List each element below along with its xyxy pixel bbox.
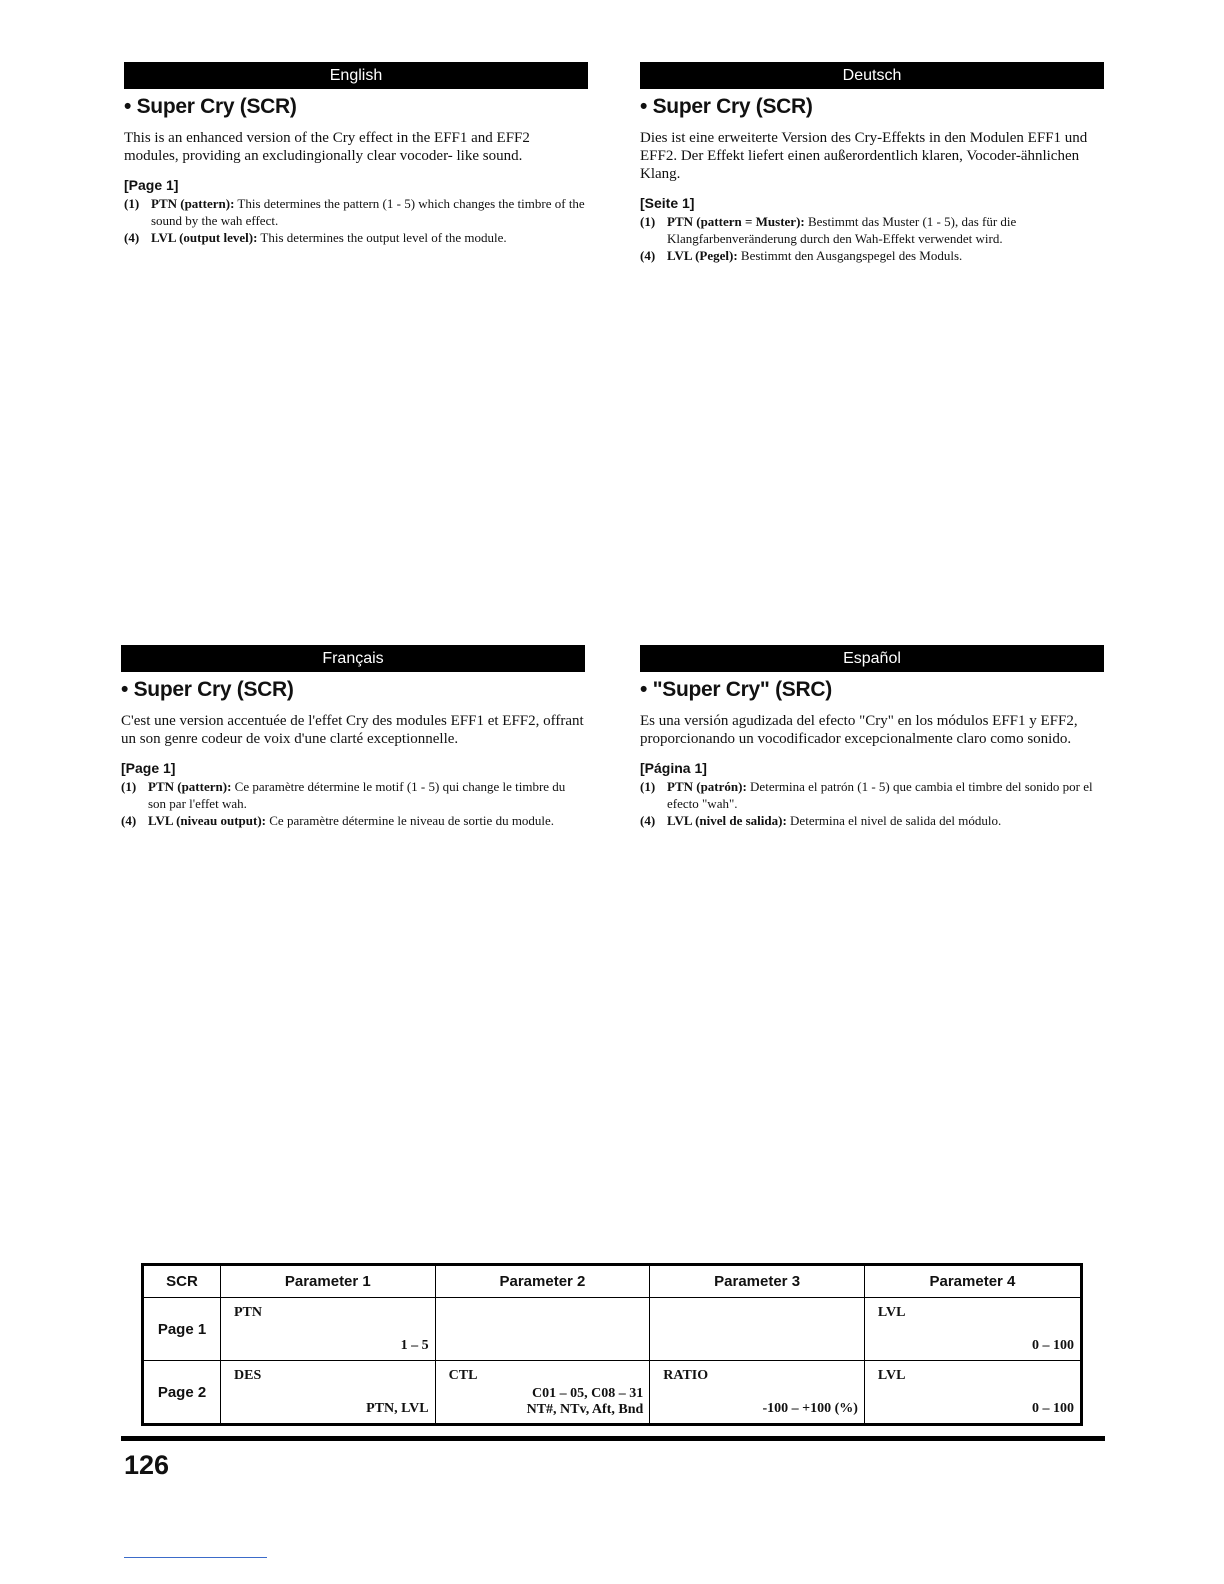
param-number: (4) bbox=[640, 248, 656, 263]
table-cell bbox=[864, 1361, 1081, 1425]
table-cell bbox=[650, 1361, 865, 1425]
section-intro: Dies ist eine erweiterte Version des Cry-Effekts in den Modulen EFF1 und EFF2. Der Effekt liefert einen außerordentlich klaren, Vocoder-ähnlichen Klang. bbox=[640, 130, 1088, 182]
param-desc: Ce paramètre détermine le motif (1 - 5) qui change le timbre du son par l'effet wah. bbox=[148, 779, 566, 811]
section-intro: Es una versión agudizada del efecto "Cry" en los módulos EFF1 y EFF2, proporcionando un vocodificador excepcionalmente claro como sonido. bbox=[640, 713, 1078, 747]
param-cell-name: PTN bbox=[234, 1305, 262, 1320]
param-item bbox=[124, 195, 588, 229]
param-cell-name: DES bbox=[234, 1368, 262, 1383]
section-deutsch bbox=[640, 62, 1104, 264]
param-list bbox=[121, 778, 585, 829]
param-cell-range: 1 – 5 bbox=[400, 1338, 429, 1353]
param-item bbox=[640, 213, 1104, 247]
section-heading: • Super Cry (SCR) bbox=[640, 95, 813, 118]
param-number: (1) bbox=[124, 196, 140, 211]
param-number: (1) bbox=[640, 214, 656, 229]
param-cell-name: LVL bbox=[877, 1368, 906, 1383]
param-item bbox=[640, 247, 1104, 264]
param-cell-name: CTL bbox=[448, 1368, 478, 1383]
page-number: 126 bbox=[124, 1450, 170, 1480]
section-heading: • Super Cry (SCR) bbox=[124, 95, 297, 118]
param-cell-range: NT#, NTv, Aft, Bnd bbox=[526, 1402, 644, 1417]
param-number: (4) bbox=[640, 813, 656, 828]
param-name: LVL (Pegel): bbox=[667, 248, 738, 263]
param-name: LVL (output level): bbox=[151, 230, 258, 245]
table-cell bbox=[650, 1298, 865, 1361]
param-cell-name: LVL bbox=[877, 1305, 906, 1320]
param-desc: Bestimmt den Ausgangspegel des Moduls. bbox=[737, 248, 963, 263]
section-intro: C'est une version accentuée de l'effet Cry des modules EFF1 et EFF2, offrant un son genre codeur de voix d'une clarté exceptionnelle. bbox=[121, 713, 584, 747]
language-bar: Français bbox=[121, 645, 585, 672]
param-cell-range: 0 – 100 bbox=[1032, 1338, 1074, 1353]
param-list bbox=[640, 213, 1104, 264]
table-cell bbox=[864, 1298, 1081, 1361]
param-cell-range: -100 – +100 (%) bbox=[762, 1401, 858, 1416]
language-bar: Español bbox=[640, 645, 1104, 672]
page-header: [Page 1] bbox=[121, 760, 176, 776]
row-label: Page 2 bbox=[143, 1361, 221, 1425]
param-number: (4) bbox=[124, 230, 140, 245]
table-row bbox=[143, 1361, 1082, 1425]
section-espanol bbox=[640, 645, 1104, 829]
param-item bbox=[124, 229, 588, 246]
param-list bbox=[124, 195, 588, 246]
param-item bbox=[640, 812, 1104, 829]
section-heading: • "Super Cry" (SRC) bbox=[640, 678, 832, 701]
param-cell-range: 0 – 100 bbox=[1032, 1401, 1074, 1416]
param-desc: Determina el patrón (1 - 5) que cambia el timbre del sonido por el efecto "wah". bbox=[667, 779, 1093, 811]
param-cell-name: RATIO bbox=[663, 1368, 709, 1383]
row-label: Page 1 bbox=[143, 1298, 221, 1361]
param-name: PTN (patrón): bbox=[667, 779, 747, 794]
param-desc: This determines the pattern (1 - 5) which changes the timbre of the sound by the wah effect. bbox=[151, 196, 585, 228]
param-item bbox=[640, 778, 1104, 812]
page-header: [Seite 1] bbox=[640, 195, 695, 211]
param-cell-range-group bbox=[527, 1386, 644, 1418]
param-cell-range: PTN, LVL bbox=[366, 1401, 429, 1416]
param-number: (4) bbox=[121, 813, 137, 828]
table-cell bbox=[435, 1361, 650, 1425]
param-desc: This determines the output level of the module. bbox=[257, 230, 507, 245]
param-name: PTN (pattern = Muster): bbox=[667, 214, 805, 229]
param-desc: Bestimmt das Muster (1 - 5), das für die Klangfarbenveränderung durch den Wah-Effekt verwendet wird. bbox=[667, 214, 1017, 246]
table-cell bbox=[221, 1298, 436, 1361]
table-header-cell: Parameter 2 bbox=[435, 1265, 650, 1298]
table-header-cell: Parameter 3 bbox=[650, 1265, 865, 1298]
param-name: PTN (pattern): bbox=[148, 779, 232, 794]
param-number: (1) bbox=[121, 779, 137, 794]
param-name: LVL (nivel de salida): bbox=[667, 813, 787, 828]
param-cell-range: C01 – 05, C08 – 31 bbox=[532, 1386, 644, 1401]
section-intro: This is an enhanced version of the Cry effect in the EFF1 and EFF2 modules, providing an excludingionally clear vocoder- like sound. bbox=[124, 130, 530, 164]
page-header: [Page 1] bbox=[124, 177, 179, 193]
table-cell bbox=[221, 1361, 436, 1425]
footer-rule bbox=[121, 1436, 1105, 1441]
table-header-cell: Parameter 1 bbox=[221, 1265, 436, 1298]
table-cell bbox=[435, 1298, 650, 1361]
param-desc: Determina el nivel de salida del módulo. bbox=[786, 813, 1002, 828]
language-bar: Deutsch bbox=[640, 62, 1104, 89]
footer-underline bbox=[124, 1557, 267, 1558]
section-english bbox=[124, 62, 588, 246]
table-header-cell: SCR bbox=[143, 1265, 221, 1298]
param-list bbox=[640, 778, 1104, 829]
param-item bbox=[121, 812, 585, 829]
table-header-cell: Parameter 4 bbox=[864, 1265, 1081, 1298]
parameter-table bbox=[141, 1263, 1083, 1426]
table-header-row bbox=[143, 1265, 1082, 1298]
param-number: (1) bbox=[640, 779, 656, 794]
param-desc: Ce paramètre détermine le niveau de sortie du module. bbox=[266, 813, 555, 828]
section-heading: • Super Cry (SCR) bbox=[121, 678, 294, 701]
section-francais bbox=[121, 645, 585, 829]
param-item bbox=[121, 778, 585, 812]
param-name: LVL (niveau output): bbox=[148, 813, 266, 828]
table-row bbox=[143, 1298, 1082, 1361]
language-bar: English bbox=[124, 62, 588, 89]
page-header: [Página 1] bbox=[640, 760, 707, 776]
param-name: PTN (pattern): bbox=[151, 196, 235, 211]
